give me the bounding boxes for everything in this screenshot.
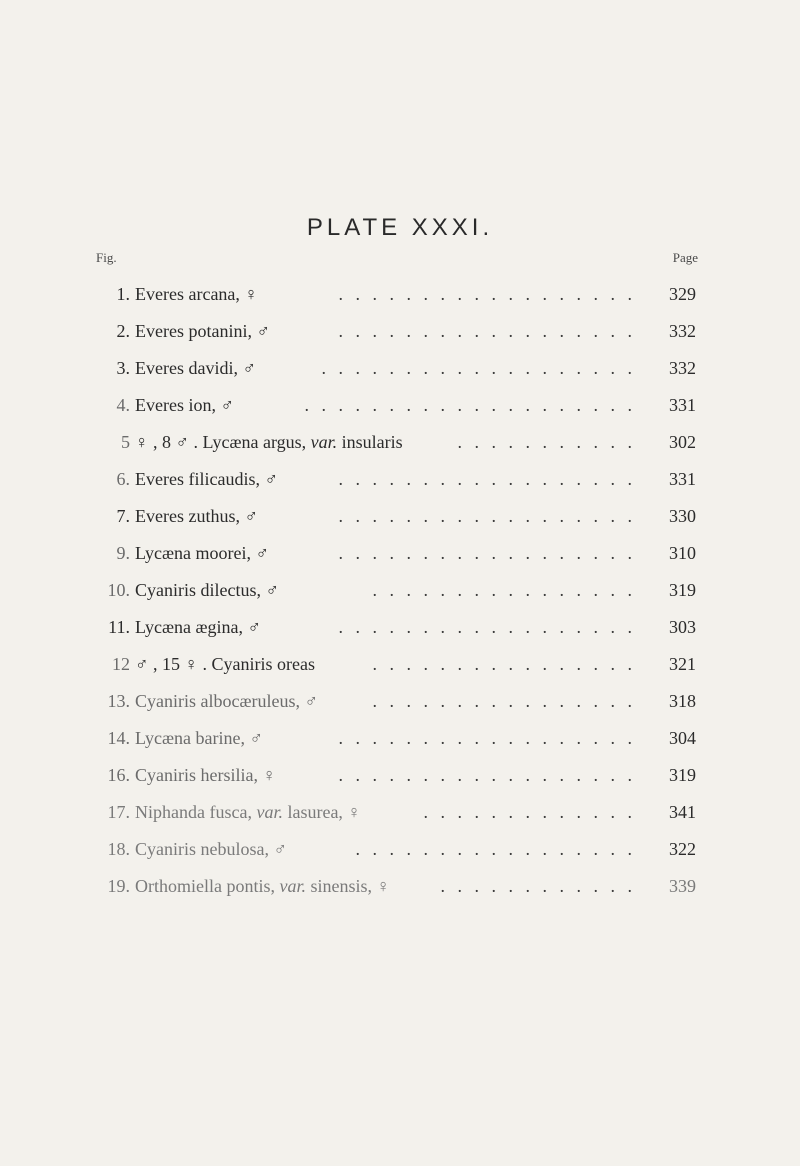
leader-dots: . . . . . . . . . . . . . . . . . .	[338, 506, 636, 526]
entry-label: Niphanda fusca, var. lasurea, ♀	[135, 802, 361, 822]
entry-label: Cyaniris nebulosa, ♂	[135, 839, 287, 859]
entry-label: ♀ , 8 ♂ . Lycæna argus, var. insularis	[135, 432, 403, 452]
entry-label: Cyaniris hersilia, ♀	[135, 765, 276, 785]
entry-label: Everes zuthus, ♂	[135, 506, 258, 526]
entry-label: Cyaniris albocæruleus, ♂	[135, 691, 318, 711]
entry-label: Cyaniris dilectus, ♂	[135, 580, 279, 600]
index-entry	[98, 466, 698, 492]
entry-number: 19.	[107, 876, 130, 896]
index-entry	[98, 540, 698, 566]
entry-page: 310	[669, 543, 696, 563]
leader-dots: . . . . . . . . . . .	[457, 432, 636, 452]
entry-label: Everes davidi, ♂	[135, 358, 256, 378]
index-entry	[98, 651, 698, 677]
entry-page: 331	[669, 395, 696, 415]
entry-label: Lycæna ægina, ♂	[135, 617, 261, 637]
entry-page: 303	[669, 617, 696, 637]
leader-dots: . . . . . . . . . . . . . . . . . .	[338, 321, 636, 341]
leader-dots: . . . . . . . . . . . . . . . .	[372, 654, 636, 674]
leader-dots: . . . . . . . . . . . . . . . . .	[355, 839, 636, 859]
entry-page: 331	[669, 469, 696, 489]
entry-page: 321	[669, 654, 696, 674]
entry-number: 1.	[116, 284, 130, 304]
variety-abbrev: var.	[256, 802, 283, 822]
entry-label: Everes filicaudis, ♂	[135, 469, 278, 489]
leader-dots: . . . . . . . . . . . . . . . . . . . .	[304, 395, 636, 415]
leader-dots: . . . . . . . . . . . . . . . . . .	[338, 728, 636, 748]
index-entry	[98, 873, 698, 899]
leader-dots: . . . . . . . . . . . . . . . . . .	[338, 284, 636, 304]
leader-dots: . . . . . . . . . . . . . . . . . .	[338, 469, 636, 489]
leader-dots: . . . . . . . . . . . . . . . . . .	[338, 543, 636, 563]
index-entry	[98, 688, 698, 714]
entry-page: 319	[669, 765, 696, 785]
entry-page: 341	[669, 802, 696, 822]
entry-label: Everes ion, ♂	[135, 395, 234, 415]
entry-label: Everes arcana, ♀	[135, 284, 258, 304]
index-entry	[98, 799, 698, 825]
entry-label: Lycæna barine, ♂	[135, 728, 263, 748]
leader-dots: . . . . . . . . . . . . . . . . . . .	[321, 358, 636, 378]
plate-title: PLATE XXXI.	[306, 214, 494, 241]
entry-page: 319	[669, 580, 696, 600]
page-column-header: Page	[672, 250, 698, 265]
index-entry	[98, 429, 698, 455]
entry-number: 12	[112, 654, 130, 674]
entry-page: 330	[669, 506, 696, 526]
fig-column-header: Fig.	[96, 250, 117, 265]
index-entry	[98, 281, 698, 307]
index-entry	[98, 392, 698, 418]
entry-number: 10.	[107, 580, 130, 600]
index-entry	[98, 836, 698, 862]
leader-dots: . . . . . . . . . . . . . . . . . .	[338, 617, 636, 637]
entry-number: 14.	[107, 728, 130, 748]
entry-number: 17.	[107, 802, 130, 822]
variety-abbrev: var.	[310, 432, 338, 452]
entry-page: 322	[669, 839, 696, 859]
entry-number: 11.	[108, 617, 130, 637]
entry-label: ♂ , 15 ♀ . Cyaniris oreas	[135, 654, 315, 674]
entry-number: 4.	[116, 395, 130, 415]
leader-dots: . . . . . . . . . . . .	[440, 876, 636, 896]
index-entry	[98, 725, 698, 751]
entry-page: 339	[669, 876, 696, 896]
entry-label: Everes potanini, ♂	[135, 321, 270, 341]
entry-page: 332	[669, 321, 696, 341]
entry-number: 13.	[107, 691, 130, 711]
entry-number: 7.	[116, 506, 130, 526]
entry-number: 3.	[116, 358, 130, 378]
entry-number: 2.	[116, 321, 130, 341]
entry-number: 16.	[107, 765, 130, 785]
entry-label: Lycæna moorei, ♂	[135, 543, 269, 563]
entry-number: 18.	[107, 839, 130, 859]
entry-number: 9.	[116, 543, 130, 563]
entry-page: 318	[669, 691, 696, 711]
leader-dots: . . . . . . . . . . . . . . . .	[372, 580, 636, 600]
index-entry	[98, 318, 698, 344]
entry-page: 302	[669, 432, 696, 452]
index-entry	[98, 762, 698, 788]
leader-dots: . . . . . . . . . . . . .	[423, 802, 636, 822]
index-entry	[98, 577, 698, 603]
index-entry	[98, 503, 698, 529]
entry-page: 329	[669, 284, 696, 304]
index-entry	[98, 614, 698, 640]
leader-dots: . . . . . . . . . . . . . . . .	[372, 691, 636, 711]
variety-abbrev: var.	[279, 876, 306, 896]
entry-number: 5	[121, 432, 130, 452]
entry-number: 6.	[116, 469, 130, 489]
index-entry	[98, 355, 698, 381]
entry-page: 332	[669, 358, 696, 378]
entry-label: Orthomiella pontis, var. sinensis, ♀	[135, 876, 390, 896]
entry-page: 304	[669, 728, 696, 748]
leader-dots: . . . . . . . . . . . . . . . . . .	[338, 765, 636, 785]
